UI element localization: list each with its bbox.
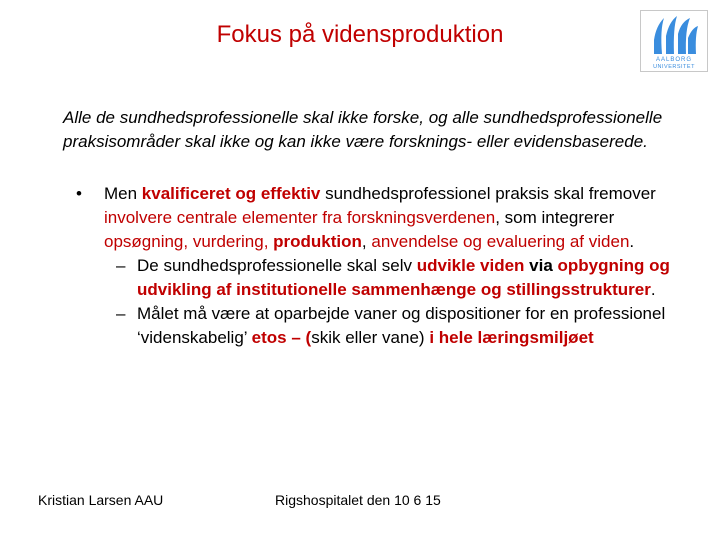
sub-text-part: De sundhedsprofessionelle skal selv [137,256,417,275]
logo-line1: AALBORG [655,57,693,63]
bullet-list [76,182,696,350]
bullet-highlight: involvere centrale elementer fra forskningsverdenen [104,208,496,227]
bullet-highlight: anvendelse og evaluering af viden [371,232,630,251]
bullet-highlight: opsøgning, vurdering, [104,232,274,251]
intro-paragraph: Alle de sundhedsprofessionelle skal ikke forske, og alle sundhedsprofessionelle praksisområder skal ikke og kan ikke være forsknings- eller evidensbaserede. [63,108,663,151]
sub-bullet [76,254,696,302]
sub-text-part: . [650,280,656,299]
sub-highlight: udvikle viden [416,256,525,275]
sub-text-part: skik eller vane) [311,328,430,347]
sub-highlight: etos – [251,328,301,347]
bullet-text [104,182,696,254]
sub-bullet-text [137,302,696,350]
sub-text-part: Målet må være at oparbejde vaner og dispositioner for en professionel ‘videnskabelig’ [137,304,666,347]
sub-bullet [76,302,696,350]
bullet-text-part: . [629,232,635,251]
bullet-marker: • [76,184,82,203]
sub-bullet-text [137,254,696,302]
footer-event: Rigshospitalet den 10 6 15 [275,492,441,508]
bullet-text-part: Men [104,184,142,203]
sub-highlight: opbygning og udvikling af institutionelle sammenhænge og stillingsstrukturer [137,256,670,299]
logo-line2: UNIVERSITET [653,64,695,70]
footer-author: Kristian Larsen AAU [38,492,164,508]
bullet-text-part: , som integrerer [495,208,615,227]
sub-bullet-marker: – [116,256,126,275]
sub-highlight: i hele læringsmiljøet [429,328,594,347]
slide-title: Fokus på vidensproduktion [216,21,504,48]
bullet-highlight: kvalificeret og effektiv [141,184,321,203]
bullet-text-part: sundhedsprofessionel praksis skal fremover [320,184,656,203]
bullet-highlight: produktion [273,232,362,251]
aalborg-university-logo [640,10,708,72]
sub-bullet-marker: – [116,304,126,323]
sub-text-part: ( [300,328,312,347]
bullet-text-part: , [361,232,372,251]
sub-text-part: via [524,256,558,275]
